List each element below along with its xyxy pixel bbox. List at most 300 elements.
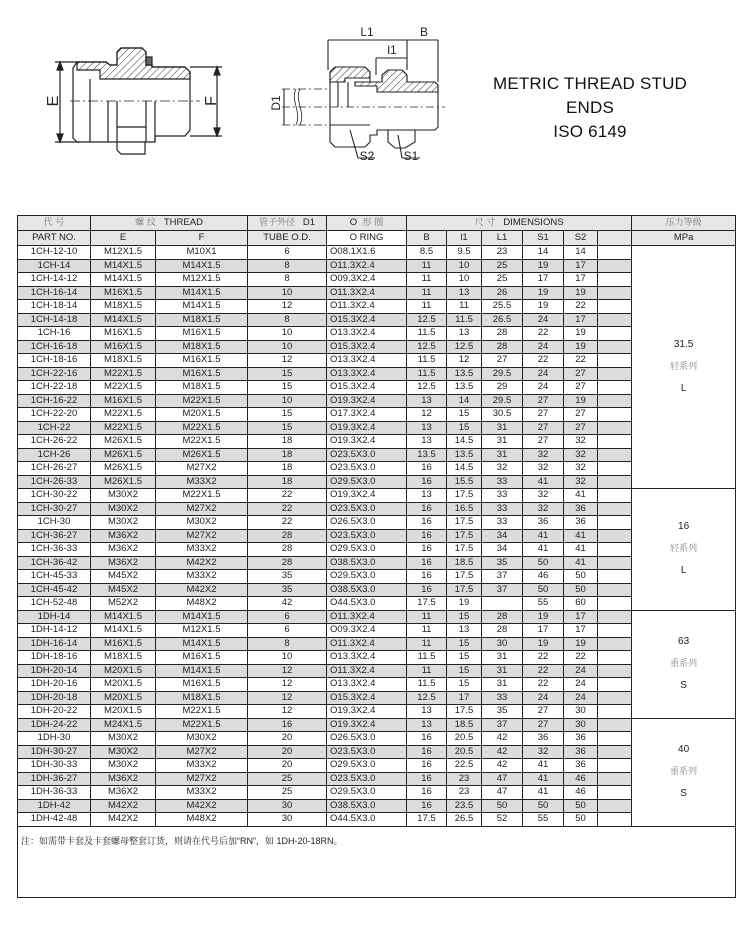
cell-blank (598, 529, 632, 543)
cell-e: M16X1.5 (91, 340, 156, 354)
cell-f: M27X2 (156, 502, 248, 516)
cell-s1: 27 (523, 421, 564, 435)
cell-d1: 12 (248, 678, 327, 692)
oring-header: O RING (327, 231, 407, 246)
cell-s1: 50 (523, 583, 564, 597)
cell-s2: 17 (564, 313, 598, 327)
cell-part: 1CH-22-18 (18, 381, 91, 395)
cell-oring: O26.5X3.0 (327, 732, 407, 746)
cell-l1: 31 (482, 651, 523, 665)
cell-l1: 17.5 (447, 705, 482, 719)
cell-s2: 14 (564, 246, 598, 260)
cell-oring: O11.3X2.4 (327, 610, 407, 624)
cell-part: 1DH-42-48 (18, 813, 91, 827)
cell-blank (598, 799, 632, 813)
cell-part: 1DH-16-14 (18, 637, 91, 651)
cell-l1: 15 (447, 637, 482, 651)
cell-f: M14X1.5 (156, 286, 248, 300)
dimensions-header: 尺 寸 DIMENSIONS (407, 216, 632, 231)
cell-s2: 41 (564, 489, 598, 503)
cell-e: M22X1.5 (91, 408, 156, 422)
cell-part: 1DH-30-33 (18, 759, 91, 773)
pressure-unit-header: MPa (632, 231, 736, 246)
cell-l1: 28 (482, 610, 523, 624)
table-row (18, 759, 736, 773)
cell-s1: 24 (523, 381, 564, 395)
cell-l1: 9.5 (447, 246, 482, 260)
cell-l1: 28 (482, 624, 523, 638)
cell-b: 12.5 (407, 381, 447, 395)
cell-l1: 15 (447, 610, 482, 624)
cell-f: M27X2 (156, 772, 248, 786)
cell-s1: 27 (523, 718, 564, 732)
cell-oring: O29.5X3.0 (327, 759, 407, 773)
cell-l1: 30 (482, 637, 523, 651)
cell-b: 16 (407, 583, 447, 597)
cell-l1: 25.5 (482, 300, 523, 314)
table-row (18, 610, 736, 624)
cell-l1: 42 (482, 732, 523, 746)
cell-s1: 32 (523, 502, 564, 516)
cell-oring: O23.5X3.0 (327, 448, 407, 462)
cell-e: M36X2 (91, 529, 156, 543)
cell-e: M24X1.5 (91, 718, 156, 732)
table-row (18, 327, 736, 341)
cell-s1: 19 (523, 286, 564, 300)
cell-part: 1CH-26-27 (18, 462, 91, 476)
cell-e: M36X2 (91, 543, 156, 557)
cell-s2: 32 (564, 475, 598, 489)
cell-oring: O19.3X2.4 (327, 394, 407, 408)
cell-s1: 24 (523, 340, 564, 354)
cell-part: 1CH-14-18 (18, 313, 91, 327)
cell-e: M20X1.5 (91, 691, 156, 705)
cell-l1: 15 (447, 408, 482, 422)
cell-f: M30X2 (156, 732, 248, 746)
cell-l1: 27 (482, 354, 523, 368)
table-row (18, 259, 736, 273)
cell-s2: 19 (564, 286, 598, 300)
cell-l1: 14 (447, 394, 482, 408)
part-no-header: PART NO. (18, 231, 91, 246)
title-line-1: METRIC THREAD STUD ENDS (492, 74, 688, 117)
cell-l1: 34 (482, 543, 523, 557)
series-cn: 重系列 (670, 767, 698, 777)
cell-s2: 32 (564, 462, 598, 476)
cell-blank (598, 610, 632, 624)
cell-s1: 22 (523, 664, 564, 678)
cell-oring: O13.3X2.4 (327, 367, 407, 381)
cell-d1: 18 (248, 462, 327, 476)
cell-l1: 19 (447, 597, 482, 611)
cell-f: M16X1.5 (156, 651, 248, 665)
cell-s2: 50 (564, 583, 598, 597)
specification-table (17, 215, 736, 898)
cell-e: M36X2 (91, 556, 156, 570)
cell-s2: 27 (564, 367, 598, 381)
cell-blank (598, 300, 632, 314)
cell-s1: 19 (523, 637, 564, 651)
cell-d1: 15 (248, 421, 327, 435)
cell-s2: 22 (564, 651, 598, 665)
cell-b: 13 (407, 705, 447, 719)
pressure-group (632, 718, 736, 826)
b-header: B (407, 231, 447, 246)
cell-d1: 20 (248, 759, 327, 773)
cell-s1: 17 (523, 273, 564, 287)
cell-blank (598, 624, 632, 638)
cell-part: 1CH-26-22 (18, 435, 91, 449)
cell-e: M30X2 (91, 489, 156, 503)
cell-oring: O13.3X2.4 (327, 354, 407, 368)
cell-s1: 27 (523, 435, 564, 449)
cell-s1: 41 (523, 543, 564, 557)
cell-s2: 19 (564, 327, 598, 341)
cell-e: M36X2 (91, 786, 156, 800)
cell-l1: 23 (447, 786, 482, 800)
cell-d1: 22 (248, 516, 327, 530)
cell-blank (598, 259, 632, 273)
cell-oring: O23.5X3.0 (327, 529, 407, 543)
cell-part: 1CH-30 (18, 516, 91, 530)
cell-l1: 17.5 (447, 489, 482, 503)
cell-oring: O19.3X2.4 (327, 435, 407, 449)
cell-d1: 28 (248, 529, 327, 543)
cell-blank (598, 273, 632, 287)
table-row (18, 435, 736, 449)
cell-f: M33X2 (156, 475, 248, 489)
cell-l1: 32 (482, 462, 523, 476)
cell-blank (598, 705, 632, 719)
cell-l1: 26.5 (482, 313, 523, 327)
cell-l1: 31 (482, 448, 523, 462)
cell-oring: O29.5X3.0 (327, 570, 407, 584)
cell-l1: 11 (447, 300, 482, 314)
cell-l1: 31 (482, 435, 523, 449)
blank-header (598, 231, 632, 246)
cell-s1: 41 (523, 772, 564, 786)
cell-l1: 12 (447, 354, 482, 368)
table-row (18, 637, 736, 651)
s1-header: S1 (523, 231, 564, 246)
cell-oring: O23.5X3.0 (327, 462, 407, 476)
svg-text:S2: S2 (359, 149, 375, 163)
cell-d1: 12 (248, 300, 327, 314)
cell-l1: 28 (482, 327, 523, 341)
cell-e: M22X1.5 (91, 367, 156, 381)
cell-blank (598, 678, 632, 692)
cell-s1: 22 (523, 327, 564, 341)
cell-s2: 24 (564, 691, 598, 705)
table-row (18, 597, 736, 611)
cell-d1: 10 (248, 340, 327, 354)
cell-d1: 16 (248, 718, 327, 732)
cell-blank (598, 354, 632, 368)
cell-f: M33X2 (156, 570, 248, 584)
cell-f: M33X2 (156, 543, 248, 557)
cell-oring: O15.3X2.4 (327, 381, 407, 395)
cell-oring: O15.3X2.4 (327, 691, 407, 705)
cell-oring: O08.1X1.6 (327, 246, 407, 260)
svg-text:S1: S1 (403, 149, 419, 163)
cell-blank (598, 745, 632, 759)
svg-text:D1: D1 (269, 95, 283, 111)
cell-s2: 17 (564, 259, 598, 273)
cell-blank (598, 313, 632, 327)
cell-l1: 13.5 (447, 367, 482, 381)
cell-oring: O26.5X3.0 (327, 516, 407, 530)
cell-l1: 35 (482, 705, 523, 719)
cell-d1: 30 (248, 799, 327, 813)
cell-blank (598, 367, 632, 381)
cell-l1: 22.5 (447, 759, 482, 773)
cell-e: M16X1.5 (91, 394, 156, 408)
cell-l1: 17.5 (447, 543, 482, 557)
table-row (18, 664, 736, 678)
cell-b: 13 (407, 489, 447, 503)
cell-s2: 24 (564, 664, 598, 678)
table-row (18, 340, 736, 354)
cell-e: M18X1.5 (91, 300, 156, 314)
cell-part: 1DH-42 (18, 799, 91, 813)
cell-oring: O19.3X2.4 (327, 421, 407, 435)
cell-l1: 23.5 (447, 799, 482, 813)
cell-s1: 32 (523, 745, 564, 759)
cell-e: M36X2 (91, 772, 156, 786)
cell-d1: 12 (248, 691, 327, 705)
cell-f: M30X2 (156, 516, 248, 530)
cell-l1: 13.5 (447, 381, 482, 395)
cell-b: 13 (407, 718, 447, 732)
cell-s1: 55 (523, 597, 564, 611)
cell-e: M22X1.5 (91, 421, 156, 435)
cell-s2: 27 (564, 408, 598, 422)
cell-b: 11.5 (407, 678, 447, 692)
cell-e: M16X1.5 (91, 286, 156, 300)
cell-b: 16 (407, 745, 447, 759)
cell-d1: 25 (248, 786, 327, 800)
cell-b: 11 (407, 637, 447, 651)
cell-l1: 52 (482, 813, 523, 827)
table-row (18, 246, 736, 260)
cell-b: 11 (407, 273, 447, 287)
cell-e: M18X1.5 (91, 651, 156, 665)
header-row-2 (18, 231, 736, 246)
cell-f: M12X1.5 (156, 273, 248, 287)
cell-l1: 42 (482, 745, 523, 759)
table-row (18, 772, 736, 786)
cell-oring: O11.3X2.4 (327, 637, 407, 651)
cell-oring: O11.3X2.4 (327, 286, 407, 300)
cell-part: 1CH-45-42 (18, 583, 91, 597)
cell-part: 1CH-18-16 (18, 354, 91, 368)
cell-b: 17.5 (407, 813, 447, 827)
cell-blank (598, 813, 632, 827)
series-cn: 重系列 (670, 659, 698, 669)
order-note: 注：如需带卡套及卡套螺母整套订货，则请在代号后加“RN”，如 1DH-20-18RN。 (18, 826, 736, 897)
cell-e: M52X2 (91, 597, 156, 611)
cell-part: 1CH-45-33 (18, 570, 91, 584)
cell-s1: 24 (523, 367, 564, 381)
cell-s1: 41 (523, 529, 564, 543)
cell-d1: 18 (248, 448, 327, 462)
cell-f: M22X1.5 (156, 705, 248, 719)
cell-f: M22X1.5 (156, 489, 248, 503)
cell-f: M22X1.5 (156, 435, 248, 449)
cell-l1: 29.5 (482, 394, 523, 408)
cell-f: M20X1.5 (156, 408, 248, 422)
cell-blank (598, 448, 632, 462)
cell-f: M10X1 (156, 246, 248, 260)
cell-l1: 26 (482, 286, 523, 300)
cell-e: M45X2 (91, 570, 156, 584)
cell-b: 13.5 (407, 448, 447, 462)
table-row (18, 543, 736, 557)
cell-l1: 13 (447, 327, 482, 341)
table-row (18, 799, 736, 813)
cell-l1: 23 (447, 772, 482, 786)
cell-s2: 19 (564, 340, 598, 354)
cell-e: M30X2 (91, 745, 156, 759)
cell-part: 1CH-12-10 (18, 246, 91, 260)
l1-small-header: l1 (447, 231, 482, 246)
pressure-cn-header: 压力等级 (632, 216, 736, 231)
cell-l1: 15 (447, 664, 482, 678)
cell-f: M14X1.5 (156, 610, 248, 624)
series-code: S (680, 680, 687, 691)
cell-d1: 18 (248, 435, 327, 449)
cell-s2: 36 (564, 732, 598, 746)
cell-blank (598, 381, 632, 395)
pressure-value: 63 (678, 636, 690, 647)
cell-s2: 27 (564, 381, 598, 395)
cell-b: 16 (407, 556, 447, 570)
cell-oring: O13.3X2.4 (327, 678, 407, 692)
cell-s2: 50 (564, 570, 598, 584)
cell-blank (598, 651, 632, 665)
table-row (18, 408, 736, 422)
cell-f: M14X1.5 (156, 664, 248, 678)
cell-b: 8.5 (407, 246, 447, 260)
cell-e: M14X1.5 (91, 624, 156, 638)
cell-f: M42X2 (156, 583, 248, 597)
cell-oring: O09.3X2.4 (327, 624, 407, 638)
cell-s1: 50 (523, 556, 564, 570)
cell-l1: 33 (482, 502, 523, 516)
cell-s1: 32 (523, 448, 564, 462)
cell-s1: 17 (523, 624, 564, 638)
pressure-value: 40 (678, 744, 690, 755)
cell-e: M42X2 (91, 799, 156, 813)
cell-e: M30X2 (91, 759, 156, 773)
cell-blank (598, 489, 632, 503)
cell-s2: 36 (564, 516, 598, 530)
cell-part: 1CH-16 (18, 327, 91, 341)
cell-blank (598, 421, 632, 435)
cell-e: M45X2 (91, 583, 156, 597)
cell-blank (598, 691, 632, 705)
cell-l1: 15 (447, 651, 482, 665)
cell-d1: 6 (248, 246, 327, 260)
cell-s2: 50 (564, 799, 598, 813)
cell-blank (598, 543, 632, 557)
cell-blank (598, 462, 632, 476)
cell-s2: 30 (564, 718, 598, 732)
cell-blank (598, 759, 632, 773)
svg-text:B: B (419, 25, 429, 39)
cell-b: 11 (407, 664, 447, 678)
cell-d1: 18 (248, 475, 327, 489)
cell-b: 16 (407, 543, 447, 557)
cell-l1: 13 (447, 624, 482, 638)
cell-l1: 34 (482, 529, 523, 543)
cell-f: M18X1.5 (156, 313, 248, 327)
cell-e: M42X2 (91, 813, 156, 827)
cell-l1: 28 (482, 340, 523, 354)
cell-d1: 10 (248, 286, 327, 300)
assembly-drawing (282, 40, 445, 158)
cell-s2: 36 (564, 745, 598, 759)
table-row (18, 691, 736, 705)
cell-d1: 35 (248, 570, 327, 584)
cell-f: M33X2 (156, 759, 248, 773)
cell-s1: 27 (523, 394, 564, 408)
cell-d1: 20 (248, 732, 327, 746)
cell-oring: O15.3X2.4 (327, 313, 407, 327)
cell-s1: 14 (523, 246, 564, 260)
cell-oring: O44.5X3.0 (327, 813, 407, 827)
cell-part: 1DH-20-14 (18, 664, 91, 678)
cell-s2: 19 (564, 637, 598, 651)
cell-s2: 27 (564, 421, 598, 435)
cell-l1: 13.5 (447, 448, 482, 462)
cell-b: 16 (407, 462, 447, 476)
table-row (18, 516, 736, 530)
cell-d1: 12 (248, 705, 327, 719)
cell-e: M30X2 (91, 732, 156, 746)
cell-blank (598, 718, 632, 732)
cell-l1: 18.5 (447, 556, 482, 570)
cell-f: M22X1.5 (156, 718, 248, 732)
cell-b: 11.5 (407, 354, 447, 368)
cell-e: M30X2 (91, 516, 156, 530)
cell-l1: 23 (482, 246, 523, 260)
cell-blank (598, 637, 632, 651)
cell-d1: 42 (248, 597, 327, 611)
cell-oring: O15.3X2.4 (327, 340, 407, 354)
cell-s1: 19 (523, 300, 564, 314)
cell-l1: 30.5 (482, 408, 523, 422)
cell-s1: 27 (523, 408, 564, 422)
table-row (18, 313, 736, 327)
cell-s1: 19 (523, 610, 564, 624)
cell-part: 1DH-24-22 (18, 718, 91, 732)
cell-e: M14X1.5 (91, 610, 156, 624)
cell-b: 16 (407, 732, 447, 746)
cell-d1: 15 (248, 381, 327, 395)
cell-l1: 25 (482, 273, 523, 287)
table-row (18, 448, 736, 462)
cell-l1: 20.5 (447, 745, 482, 759)
cell-part: 1CH-36-42 (18, 556, 91, 570)
cell-f: M48X2 (156, 597, 248, 611)
cell-s1: 22 (523, 651, 564, 665)
cell-s1: 32 (523, 489, 564, 503)
cell-e: M16X1.5 (91, 637, 156, 651)
cell-f: M12X1.5 (156, 624, 248, 638)
cell-s2: 60 (564, 597, 598, 611)
cell-oring: O23.5X3.0 (327, 745, 407, 759)
